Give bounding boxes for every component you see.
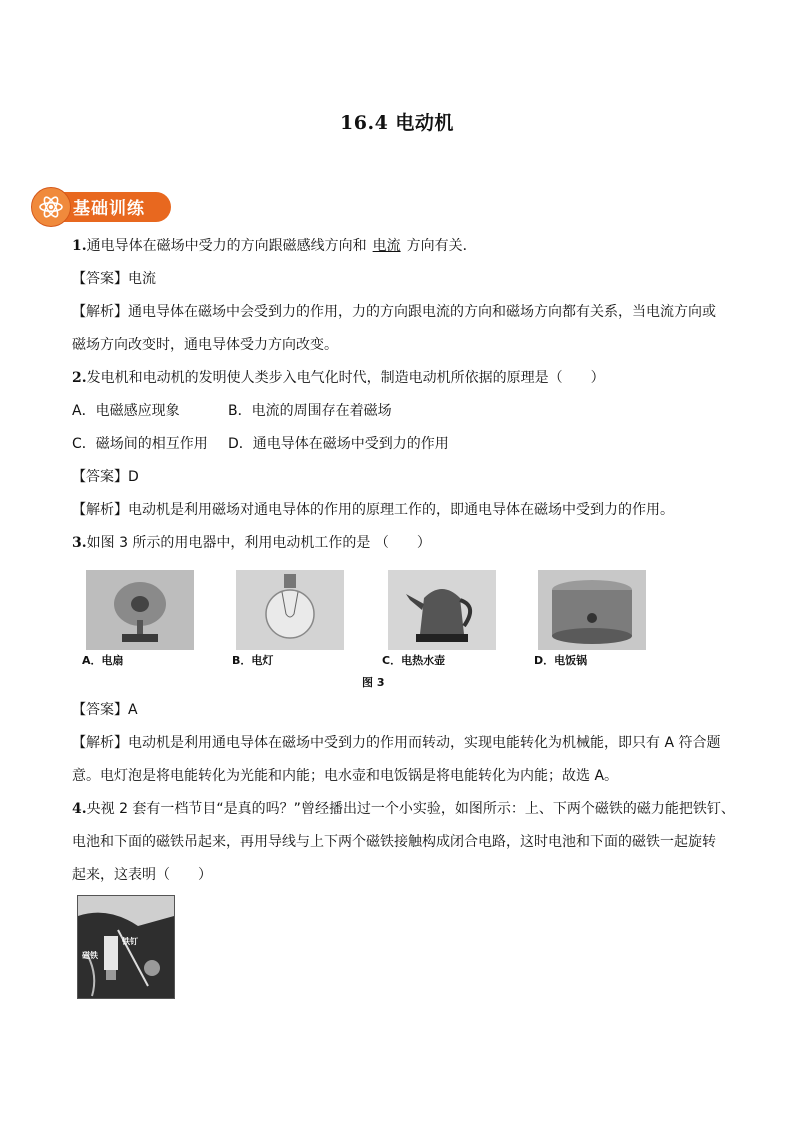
q3-stem [72,533,431,553]
q2-analysis: 【解析】电动机是利用磁场对通电导体的作用的原理工作的，即通电导体在磁场中受到力的作用。 [72,502,674,518]
q3-figure [72,570,652,690]
q1-text-before: 通电导体在磁场中受力的方向跟磁感线方向和 [86,238,367,254]
q2-options-row-1 [72,401,392,421]
q1-analysis-2: 磁场方向改变时，通电导体受力方向改变。 [72,337,338,353]
q3-text: 如图 3 所示的用电器中，利用电动机工作的是 （ ） [86,535,431,551]
page-title: 16.4 电动机 [340,112,454,134]
q4-stem-1 [72,799,735,819]
q1-blank: 电流 [372,238,401,254]
q3-analysis-2: 意。电灯泡是将电能转化为光能和内能；电水壶和电饭锅是将电能转化为内能；故选 A。 [72,768,619,784]
q4-number: 4. [72,801,87,817]
q4-text-1: 央视 2 套有一档节目“是真的吗？”曾经播出过一个小实验，如图所示：上、下两个磁铁的磁力能把铁钉、 [86,801,735,817]
q1-answer: 【答案】电流 [72,271,156,287]
kettle-image [388,570,496,650]
q2-text: 发电机和电动机的发明使人类步入电气化时代，制造电动机所依据的原理是（ ） [86,370,605,386]
bulb-image [236,570,344,650]
photo-label-magnet: 磁铁 [82,951,98,960]
q3-figure-caption: 图 3 [362,676,385,689]
q3-number: 3. [72,535,87,551]
q4-stem-2: 电池和下面的磁铁吊起来，再用导线与上下两个磁铁接触构成闭合电路，这时电池和下面的磁铁一起旋转 [72,834,716,850]
fan-image [86,570,194,650]
q1-number: 1. [72,238,87,254]
q2-option-b: B．电流的周围存在着磁场 [228,403,392,419]
q1-stem [72,236,477,256]
section-banner [31,187,173,227]
q3-answer: 【答案】A [72,702,138,718]
q2-option-a: A．电磁感应现象 [72,403,180,419]
q1-analysis-1: 【解析】通电导体在磁场中会受到力的作用，力的方向跟电流的方向和磁场方向都有关系，当电流方向或 [72,304,716,320]
atom-icon [31,187,71,227]
q3-figure-label-d: D．电饭锅 [534,654,588,667]
banner-label: 基础训练 [73,199,145,219]
experiment-photo [77,895,175,999]
q2-stem [72,368,605,388]
q3-figure-label-b: B．电灯 [232,654,274,667]
q3-analysis-1: 【解析】电动机是利用通电导体在磁场中受到力的作用而转动，实现电能转化为机械能，即只有 A 符合题 [72,735,721,751]
q3-figure-label-c: C．电热水壶 [382,654,446,667]
photo-label-nail: 铁钉 [122,937,138,946]
q1-text-after: 方向有关． [406,238,477,254]
q2-answer: 【答案】D [72,469,139,485]
q2-options-row-2 [72,434,449,454]
q2-number: 2. [72,370,87,386]
q2-option-d: D．通电导体在磁场中受到力的作用 [228,436,449,452]
rice-cooker-image [538,570,646,650]
q3-figure-label-a: A．电扇 [82,654,124,667]
q2-option-c: C．磁场间的相互作用 [72,436,208,452]
q4-stem-3: 起来，这表明（ ） [72,867,212,883]
